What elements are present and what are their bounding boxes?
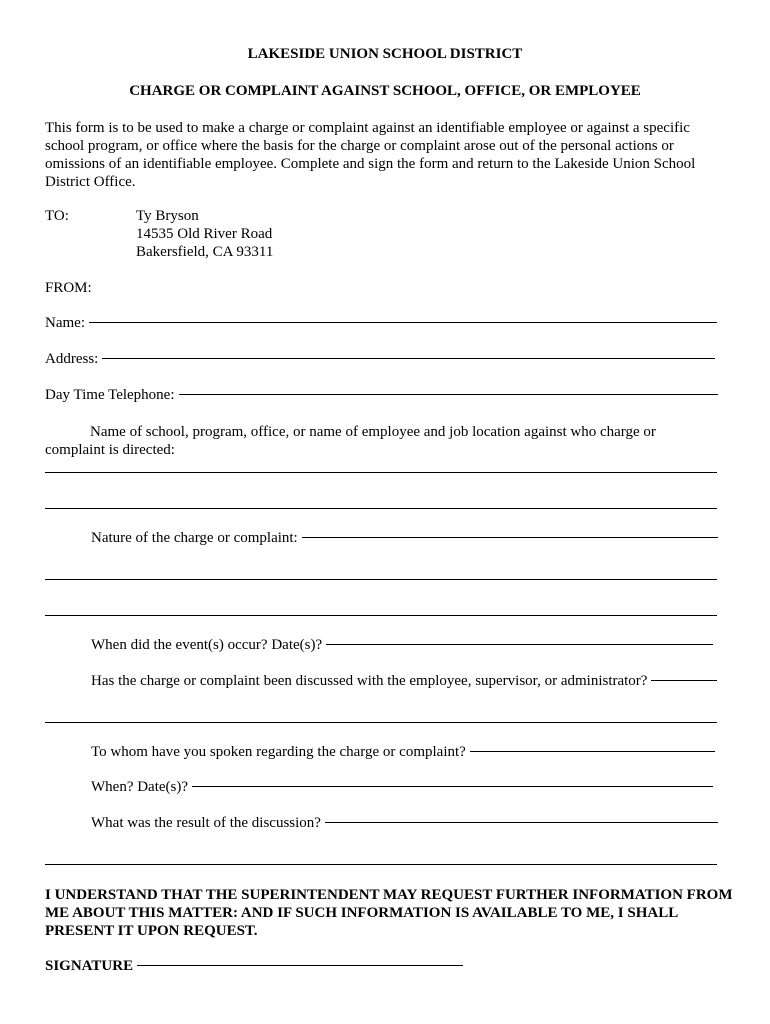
- form-title: CHARGE OR COMPLAINT AGAINST SCHOOL, OFFICE, OR EMPLOYEE: [129, 83, 641, 99]
- name-input-line[interactable]: [89, 321, 717, 323]
- discussed-line-2[interactable]: [45, 722, 717, 723]
- signature-input-line[interactable]: [137, 964, 463, 966]
- acknowledgement-statement: I UNDERSTAND THAT THE SUPERINTENDENT MAY REQUEST FURTHER INFORMATION FROM ME ABOUT THIS MATTER: AND IF SUCH INFORMATION IS AVAILABLE TO ME, I SHALL PRESENT IT UPON REQUEST.: [45, 887, 733, 939]
- event-dates-label: When did the event(s) occur? Date(s)?: [91, 637, 323, 653]
- discussed-input-line[interactable]: [651, 679, 717, 681]
- phone-field[interactable]: [45, 387, 718, 404]
- directed-against-line-2[interactable]: [45, 508, 717, 509]
- event-dates-input-line[interactable]: [326, 643, 713, 645]
- directed-against-line-1[interactable]: [45, 472, 717, 473]
- address-input-line[interactable]: [102, 357, 715, 359]
- signature-field[interactable]: [45, 958, 463, 975]
- when-dates-field[interactable]: [91, 779, 713, 796]
- address-field[interactable]: [45, 351, 715, 368]
- to-label: TO:: [45, 208, 69, 224]
- result-line-2[interactable]: [45, 864, 717, 865]
- nature-input-line[interactable]: [302, 536, 718, 538]
- instructions-paragraph: This form is to be used to make a charge or complaint against an identifiable employee or against a specific school program, or office where the basis for the charge or complaint arose out of the personal actions or omissions of an identifiable employee. Complete and sign the form and return to the Lakeside Union School District Office.: [45, 120, 696, 190]
- event-dates-field[interactable]: [91, 637, 713, 654]
- phone-input-line[interactable]: [179, 393, 719, 395]
- phone-label: Day Time Telephone:: [45, 387, 175, 403]
- nature-field[interactable]: [91, 530, 718, 547]
- when-dates-input-line[interactable]: [192, 785, 713, 787]
- discussed-field[interactable]: [91, 673, 717, 690]
- result-label: What was the result of the discussion?: [91, 815, 321, 831]
- nature-label: Nature of the charge or complaint:: [91, 530, 298, 546]
- result-input-line[interactable]: [325, 821, 718, 823]
- nature-line-3[interactable]: [45, 615, 717, 616]
- recipient-street: 14535 Old River Road: [136, 226, 273, 242]
- from-label: FROM:: [45, 280, 92, 296]
- result-field[interactable]: [91, 815, 718, 832]
- spoken-to-field[interactable]: [91, 744, 715, 761]
- spoken-to-input-line[interactable]: [470, 750, 715, 752]
- address-label: Address:: [45, 351, 99, 367]
- signature-label: SIGNATURE: [45, 958, 134, 974]
- spoken-to-label: To whom have you spoken regarding the charge or complaint?: [91, 744, 466, 760]
- name-label: Name:: [45, 315, 85, 331]
- recipient-city: Bakersfield, CA 93311: [136, 244, 274, 260]
- directed-against-question: Name of school, program, office, or name of employee and job location against who charge or complaint is directed:: [45, 424, 656, 458]
- name-field[interactable]: [45, 315, 717, 332]
- discussed-label: Has the charge or complaint been discussed with the employee, supervisor, or administrator?: [91, 673, 648, 689]
- recipient-name: Ty Bryson: [136, 208, 199, 224]
- district-name: LAKESIDE UNION SCHOOL DISTRICT: [247, 46, 523, 62]
- when-dates-label: When? Date(s)?: [91, 779, 189, 795]
- nature-line-2[interactable]: [45, 579, 717, 580]
